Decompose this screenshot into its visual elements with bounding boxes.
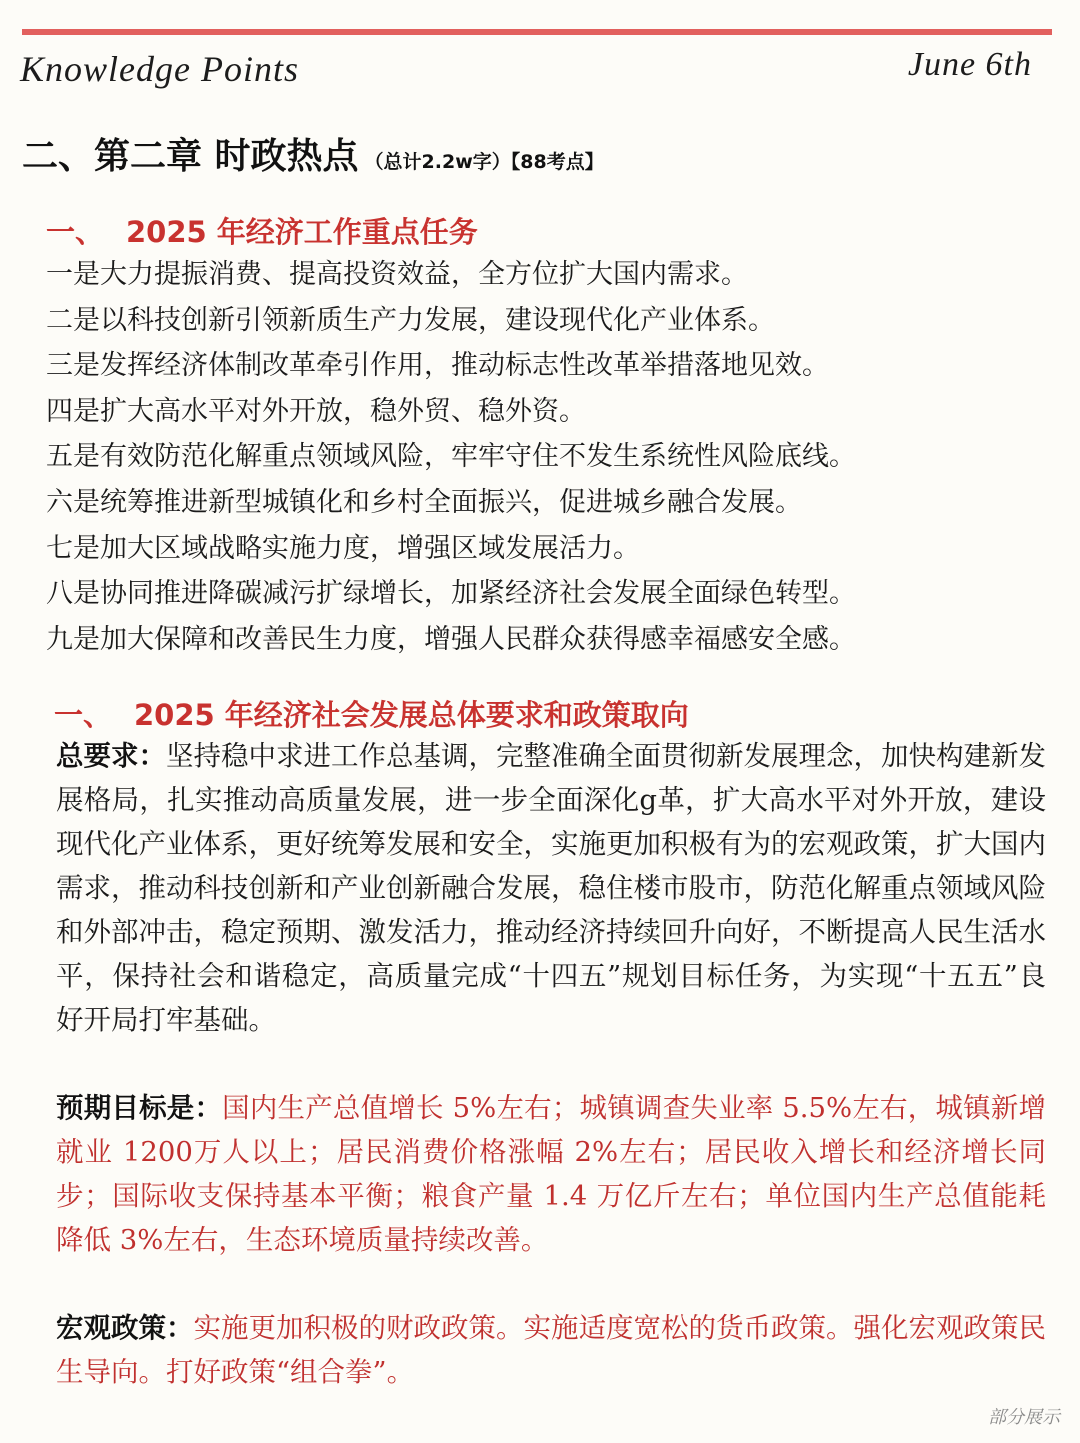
expected-targets-label: 预期目标是：	[56, 1092, 223, 1124]
section-number: 一、	[54, 698, 113, 732]
list-item: 三是发挥经济体制改革牵引作用，推动标志性改革举措落地见效。	[46, 350, 829, 382]
top-accent-bar	[22, 29, 1052, 35]
key-tasks-list	[46, 252, 856, 662]
list-item: 五是有效防范化解重点领域风险，牢牢守住不发生系统性风险底线。	[46, 441, 856, 473]
overall-requirements-label: 总要求：	[56, 740, 166, 772]
header-date: June 6th	[907, 46, 1032, 83]
header-title: Knowledge Points	[20, 49, 299, 89]
overall-requirements-text: 坚持稳中求进工作总基调，完整准确全面贯彻新发展理念，加快构建新发展格局，扎实推动高质量发展，进一步全面深化g革，扩大高水平对外开放，建设现代化产业体系，更好统筹发展和安全，实施更加积极有为的宏观政策，扩大国内需求，推动科技创新和产业创新融合发展，稳住楼市股市，防范化解重点领域风险和外部冲击，稳定预期、激发活力，推动经济持续回升向好，不断提高人民生活水平，保持社会和谐稳定，高质量完成“十四五”规划目标任务，为实现“十五五”良好开局打牢基础。	[56, 740, 1046, 1036]
section-heading-key-tasks	[46, 210, 478, 251]
macro-policy-label: 宏观政策：	[56, 1312, 194, 1344]
chapter-title	[22, 128, 604, 179]
list-item: 六是统筹推进新型城镇化和乡村全面振兴，促进城乡融合发展。	[46, 486, 802, 518]
watermark: 部分展示	[988, 1407, 1060, 1428]
list-item: 一是大力提振消费、提高投资效益，全方位扩大国内需求。	[46, 259, 748, 290]
chapter-title-main: 二、第二章 时政热点	[22, 136, 359, 177]
expected-targets-paragraph	[56, 1086, 1046, 1262]
list-item: 四是扩大高水平对外开放，稳外贸、稳外资。	[46, 395, 586, 427]
section-number: 一、	[46, 215, 105, 249]
expected-targets-text: 国内生产总值增长 5%左右；城镇调查失业率 5.5%左右，城镇新增就业 1200万人以上；居民消费价格涨幅 2%左右；居民收入增长和经济增长同步；国际收支保持基本平衡；粮食产量 1.4 万亿斤左右；单位国内生产总值能耗降低 3%左右，生态环境质量持续改善。	[56, 1092, 1046, 1256]
chapter-title-subtitle: （总计2.2w字）【88考点】	[364, 151, 604, 173]
section-heading-overall-requirements	[54, 693, 689, 734]
section-heading-text: 2025 年经济工作重点任务	[126, 215, 478, 249]
overall-requirements-paragraph	[56, 734, 1046, 1042]
list-item: 二是以科技创新引领新质生产力发展，建设现代化产业体系。	[46, 304, 775, 336]
list-item: 七是加大区域战略实施力度，增强区域发展活力。	[46, 532, 640, 564]
macro-policy-text: 实施更加积极的财政政策。实施适度宽松的货币政策。强化宏观政策民生导向。打好政策“组合拳”。	[56, 1312, 1046, 1388]
section-heading-text: 2025 年经济社会发展总体要求和政策取向	[134, 698, 689, 732]
list-item: 九是加大保障和改善民生力度，增强人民群众获得感幸福感安全感。	[46, 623, 856, 655]
list-item: 八是协同推进降碳减污扩绿增长，加紧经济社会发展全面绿色转型。	[46, 578, 856, 610]
macro-policy-paragraph	[56, 1306, 1046, 1394]
